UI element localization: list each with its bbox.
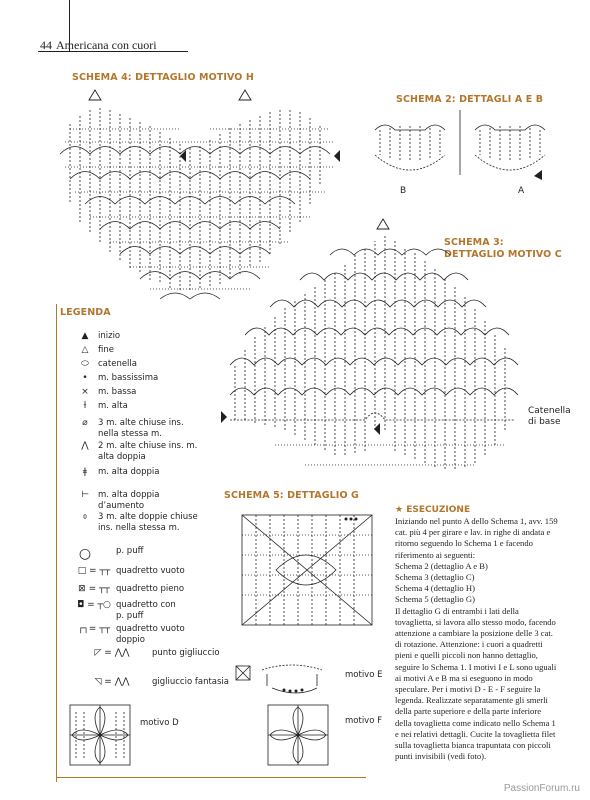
legend-label: quadretto pieno (116, 584, 185, 594)
execution-title-text: ESECUZIONE (406, 505, 471, 515)
motif-e-diagram (232, 660, 352, 700)
legend-label: 2 m. alte chiuse ins. m. alta doppia (98, 441, 198, 462)
schema5-title: SCHEMA 5: DETTAGLIO G (224, 490, 359, 501)
legend-label: 3 m. alte chiuse ins. nella stessa m. (98, 418, 184, 439)
legend-label: catenella (98, 359, 137, 369)
legend-item (72, 512, 202, 533)
page-number: 44 (40, 38, 52, 52)
schema3-title-line2: DETTAGLIO MOTIVO C (444, 249, 562, 260)
legend-label: punto gigliuccio (152, 648, 220, 658)
execution-paragraph: Schema 5 (dettaglio G) (395, 594, 475, 605)
schema2-diagram (370, 110, 570, 190)
open-triangle-icon: △ (81, 345, 89, 355)
motifs-diagram (68, 700, 388, 775)
chain-oval-icon: ⬭ (81, 359, 89, 369)
schema3-note-line2: di base (528, 417, 561, 427)
legend-label: m. bassissima (98, 373, 159, 383)
legend-frame (56, 304, 57, 782)
legend-label: p. puff (116, 546, 144, 556)
legend-label: quadretto vuoto doppio (116, 624, 185, 645)
legend-label: m. alta doppia (98, 467, 160, 477)
legend-item (72, 418, 202, 439)
execution-title (395, 505, 470, 515)
puff-square-icon: ◘ = ┬○ (77, 600, 111, 610)
legend-item (72, 648, 220, 659)
filled-square-icon: ⊠ = ┬┬ (78, 584, 110, 594)
legend-label: 3 m. alte doppie chiuse ins. nella stessa m. (98, 512, 198, 533)
legend-label: m. bassa (98, 387, 137, 397)
motif-f-label: motivo F (345, 716, 382, 726)
legend-label: m. alta doppia d’aumento (98, 490, 160, 511)
puff-icon: ○ (78, 546, 92, 562)
cluster-3dc-icon: ⌀ (82, 418, 88, 428)
schema4-title: SCHEMA 4: DETTAGLIO MOTIVO H (72, 72, 254, 83)
legend-item (72, 467, 159, 478)
lattice-icon: ◸ = ⋀⋀ (94, 648, 130, 658)
schema5-diagram (236, 505, 381, 630)
schema2-label-a: A (518, 186, 525, 196)
legend-title: LEGENDA (60, 307, 111, 318)
legend-item (72, 566, 185, 577)
motif-d-label: motivo D (140, 718, 179, 728)
star-icon: ★ (395, 505, 404, 515)
treble-icon: ǂ (82, 467, 88, 477)
motif-e-label: motivo E (345, 670, 383, 680)
legend-item (72, 677, 229, 688)
cluster-3tr-icon: ⌽ (82, 512, 88, 522)
legend-item (72, 441, 202, 462)
legend-item (72, 345, 114, 356)
schema3-heart-diagram (215, 215, 530, 485)
cluster-2dc-icon: ⋀ (81, 441, 89, 451)
schema3-title-line1: SCHEMA 3: (444, 237, 504, 248)
execution-paragraph: Schema 4 (dettaglio H) (395, 583, 475, 594)
treble-increase-icon: ⊢ (81, 490, 89, 500)
legend-label: quadretto con p. puff (116, 600, 176, 621)
execution-paragraph: Schema 3 (dettaglio C) (395, 572, 475, 583)
schema2-label-b: B (400, 186, 407, 196)
legend-item (72, 546, 143, 562)
execution-paragraph: Schema 2 (dettaglio A e B) (395, 560, 488, 571)
dot-icon: • (82, 373, 88, 383)
legend-label: inizio (98, 331, 121, 341)
legend-item (72, 600, 202, 621)
legend-item (72, 387, 136, 398)
legend-item (72, 373, 158, 384)
legend-label: gigliuccio fantasia (152, 677, 230, 687)
fancy-lattice-icon: ◹ = ⋀⋀ (94, 677, 130, 687)
legend-label: m. alta (98, 401, 128, 411)
execution-paragraph: Il dettaglio G di entrambi i lati della tovaglietta, si lavora allo stesso modo, facendo attenzione a cambiare la posizione delle 3 cat. di rotazione. Attenzione: i cuori a quadretti pieni e quelli piccoli non hanno dettaglio, seguire lo Schema 1. I motivi I e L sono uguali ai motivi A e B ma si eseguono in modo speculare. Per i motivi D - E - F seguire la legenda. Realizzate separatamente gli smerli della parte superiore e della parte inferiore della tovaglietta come indicato nello Schema 1 e nei relativi dettagli. Cucite la tovaglietta filet sulla tovaglietta bianca trapuntata con piccoli punti invisibili (vedi foto). (395, 605, 557, 762)
legend-label: quadretto vuoto (116, 566, 185, 576)
legend-item (72, 490, 182, 511)
legend-item (72, 624, 202, 645)
schema3-note (528, 406, 571, 428)
legend-item (72, 401, 128, 412)
watermark: PassionForum.ru (503, 783, 580, 794)
cross-icon: × (81, 387, 89, 397)
filled-triangle-icon: ▲ (81, 331, 89, 341)
legend-item (72, 331, 120, 342)
open-square-icon: □ = ┬┬ (77, 566, 111, 576)
execution-body (395, 516, 558, 762)
legend-item (72, 359, 137, 370)
schema3-note-line1: Catenella (528, 406, 571, 416)
execution-paragraph: Iniziando nel punto A dello Schema 1, avv. 159 cat. più 4 per girare e lav. in righe di andata e ritorno seguendo lo Schema 1 e facendo riferimento ai seguenti: (395, 516, 558, 560)
legend-frame-bottom (56, 777, 366, 778)
schema2-title: SCHEMA 2: DETTAGLI A E B (396, 94, 544, 105)
double-crochet-icon: ƚ (83, 401, 87, 411)
double-open-square-icon: ┌┐= ┬┬ (77, 624, 111, 634)
legend-label: fine (98, 345, 114, 355)
section-title: Americana con cuori (56, 38, 157, 52)
legend-item (72, 584, 184, 595)
